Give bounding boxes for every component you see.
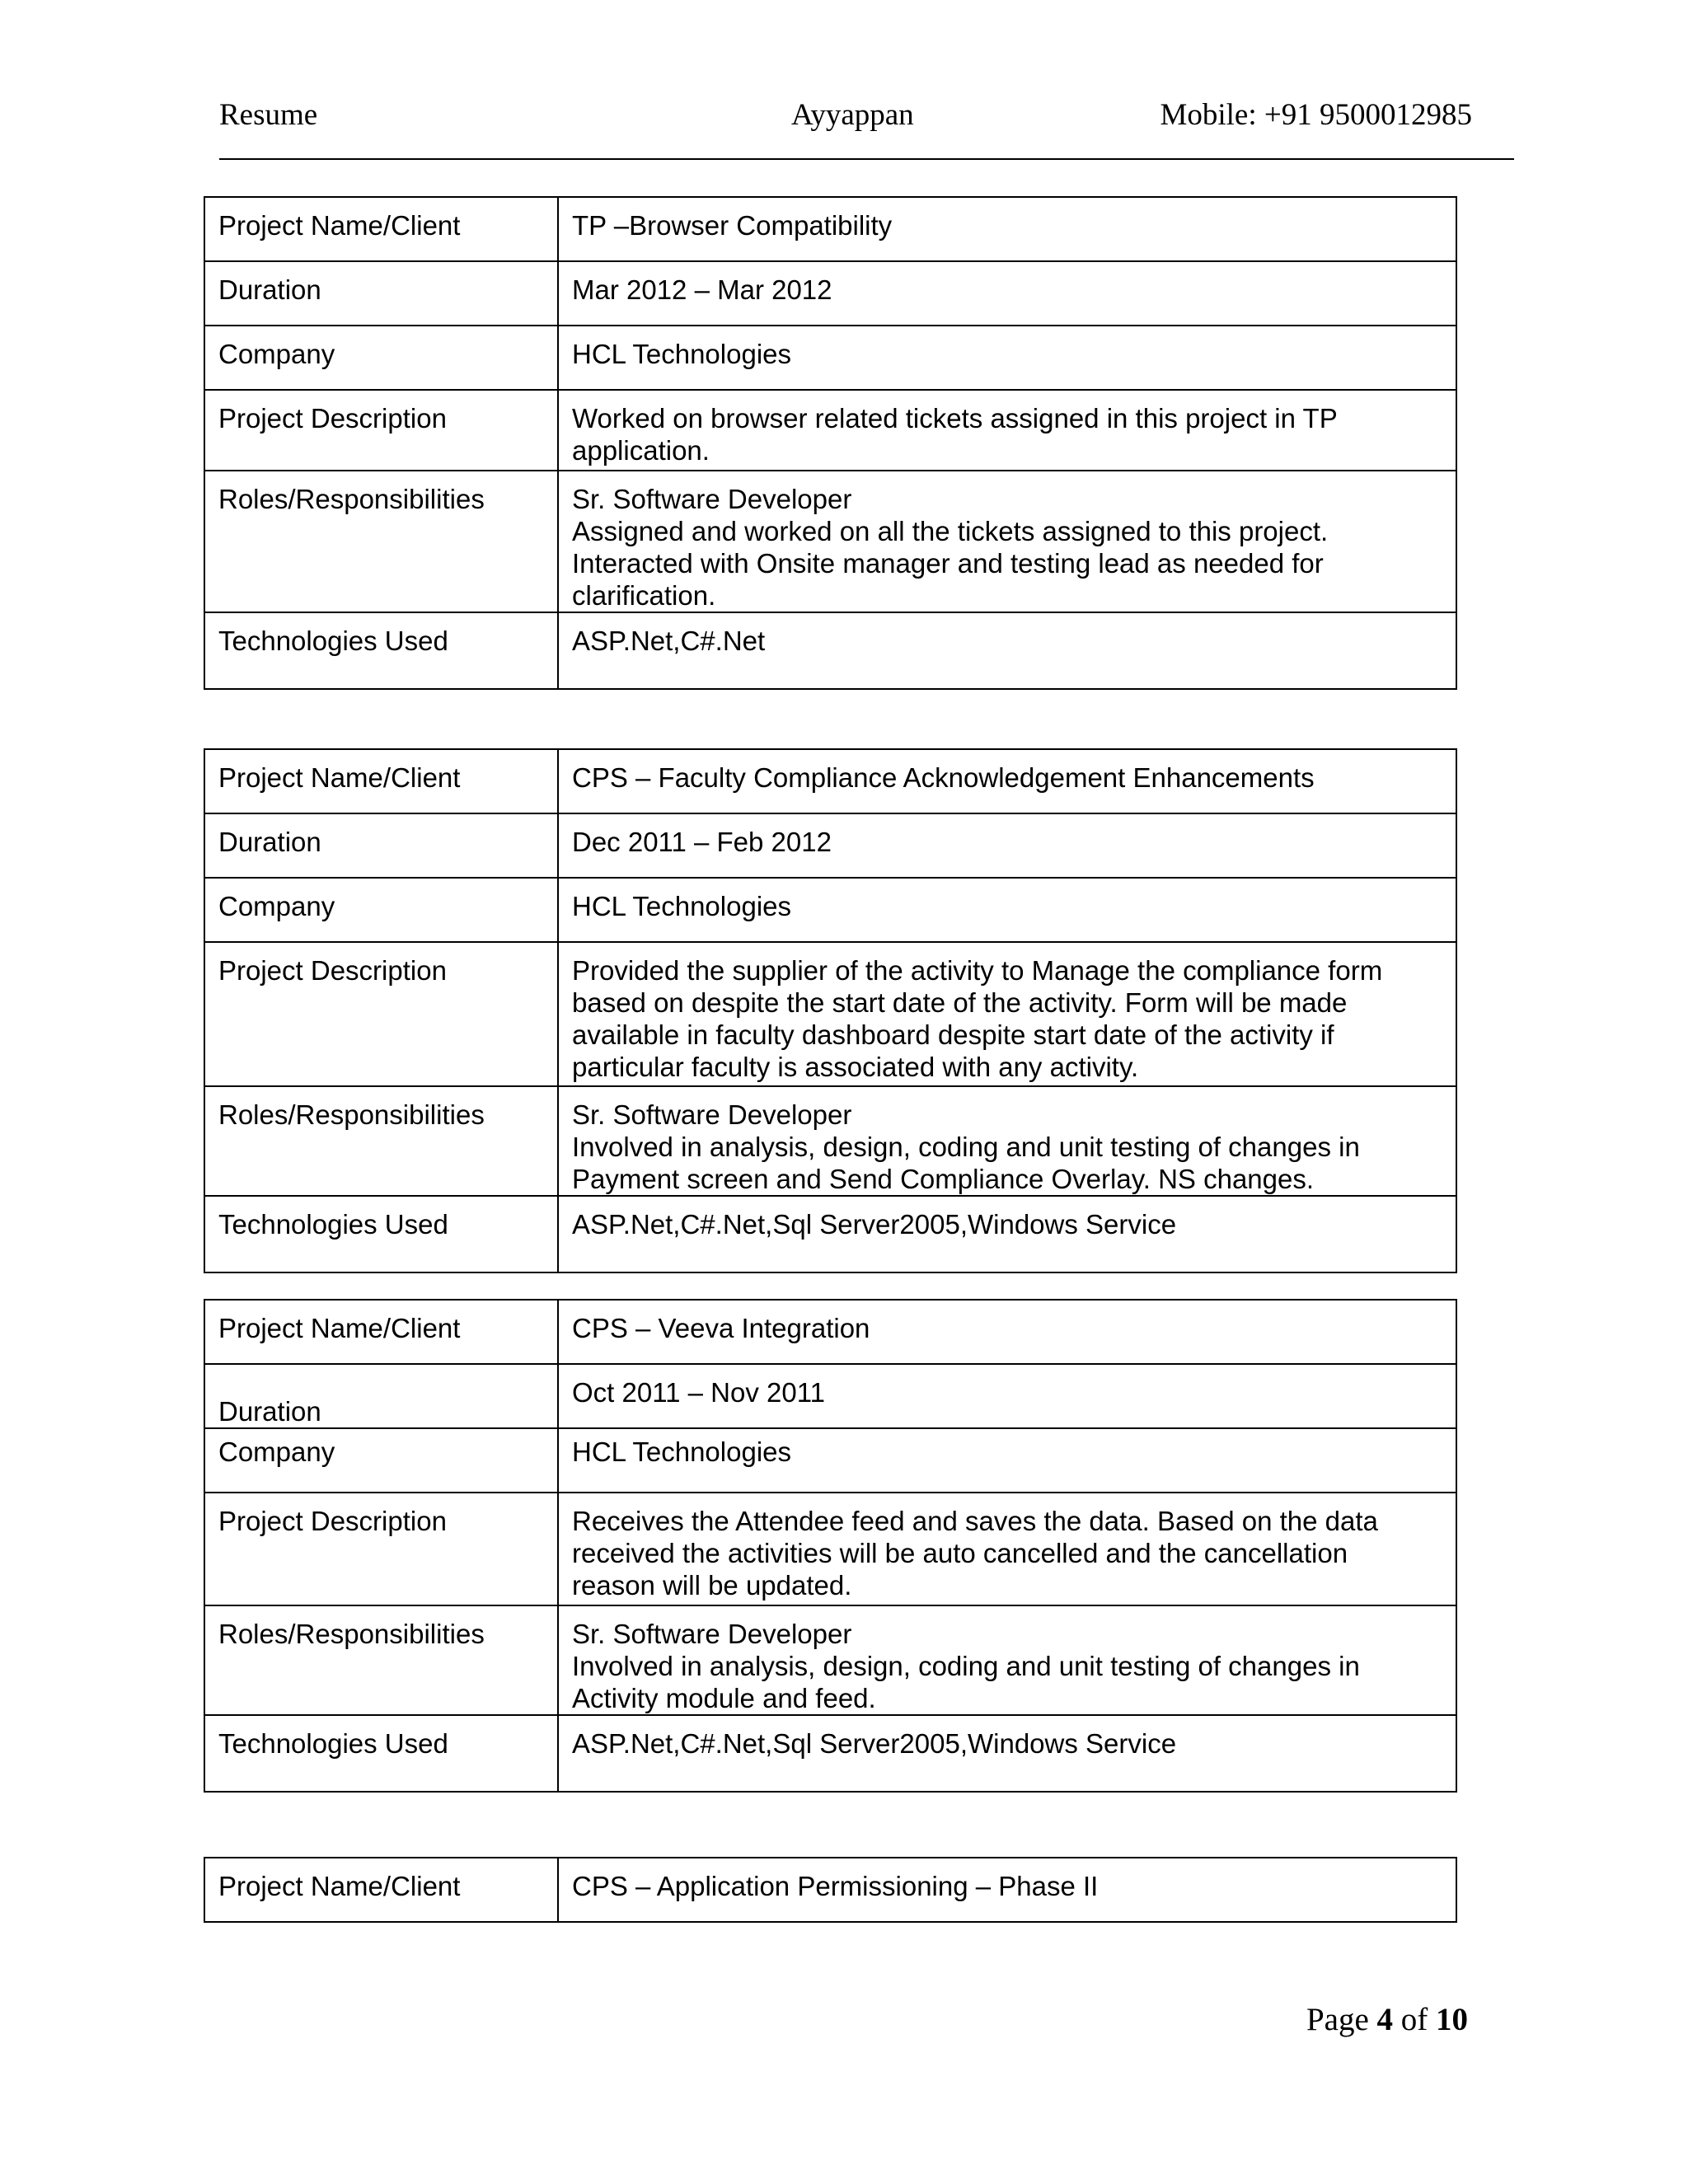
project-name-label: Project Name/Client <box>204 1858 558 1922</box>
project-name-value: TP –Browser Compatibility <box>558 197 1456 261</box>
description-label: Project Description <box>204 942 558 1086</box>
duration-label: Duration <box>204 261 558 326</box>
roles-line: Activity module and feed. <box>572 1683 876 1713</box>
description-value <box>558 390 1456 471</box>
table-row <box>204 813 1456 878</box>
table-row <box>204 390 1456 471</box>
technologies-label: Technologies Used <box>204 1196 558 1272</box>
roles-line: Interacted with Onsite manager and testing lead as needed for <box>572 548 1324 579</box>
table-row <box>204 1364 1456 1428</box>
description-value <box>558 1493 1456 1605</box>
header-mobile-number: Mobile: +91 9500012985 <box>1160 98 1472 132</box>
description-line: application. <box>572 435 710 466</box>
header-person-name: Ayyappan <box>791 98 914 132</box>
page-total-number: 10 <box>1436 2002 1468 2037</box>
technologies-value: ASP.Net,C#.Net,Sql Server2005,Windows Service <box>558 1715 1456 1792</box>
duration-value: Mar 2012 – Mar 2012 <box>558 261 1456 326</box>
description-line: received the activities will be auto cancelled and the cancellation <box>572 1538 1348 1568</box>
duration-label: Duration <box>204 1364 558 1428</box>
table-row <box>204 612 1456 689</box>
company-value: HCL Technologies <box>558 1428 1456 1493</box>
description-line: based on despite the start date of the activity. Form will be made <box>572 987 1348 1018</box>
company-label: Company <box>204 326 558 390</box>
table-row <box>204 471 1456 612</box>
roles-label: Roles/Responsibilities <box>204 471 558 612</box>
roles-line: Involved in analysis, design, coding and unit testing of changes in <box>572 1651 1360 1681</box>
project-name-label: Project Name/Client <box>204 1300 558 1364</box>
roles-line: Sr. Software Developer <box>572 1619 852 1649</box>
description-label: Project Description <box>204 1493 558 1605</box>
table-row <box>204 942 1456 1086</box>
project-name-label: Project Name/Client <box>204 749 558 813</box>
page-footer <box>1306 2001 1468 2038</box>
roles-label: Roles/Responsibilities <box>204 1086 558 1196</box>
page-word: Page <box>1306 2002 1369 2037</box>
technologies-label: Technologies Used <box>204 612 558 689</box>
duration-label: Duration <box>204 813 558 878</box>
project-table-2 <box>204 748 1457 1273</box>
table-row <box>204 326 1456 390</box>
duration-value: Oct 2011 – Nov 2011 <box>558 1364 1456 1428</box>
table-row <box>204 749 1456 813</box>
of-word: of <box>1400 2002 1428 2037</box>
table-row <box>204 1086 1456 1196</box>
roles-line: Sr. Software Developer <box>572 484 852 514</box>
roles-line: Involved in analysis, design, coding and unit testing of changes in <box>572 1132 1360 1162</box>
table-row <box>204 1715 1456 1792</box>
technologies-value: ASP.Net,C#.Net <box>558 612 1456 689</box>
description-line: Receives the Attendee feed and saves the data. Based on the data <box>572 1506 1378 1536</box>
table-row <box>204 878 1456 942</box>
table-row <box>204 1300 1456 1364</box>
roles-value <box>558 471 1456 612</box>
description-line: reason will be updated. <box>572 1570 852 1601</box>
table-row <box>204 1605 1456 1715</box>
roles-label: Roles/Responsibilities <box>204 1605 558 1715</box>
duration-value: Dec 2011 – Feb 2012 <box>558 813 1456 878</box>
table-row <box>204 1493 1456 1605</box>
header-doc-title: Resume <box>219 98 318 132</box>
project-name-value: CPS – Application Permissioning – Phase II <box>558 1858 1456 1922</box>
project-name-value: CPS – Veeva Integration <box>558 1300 1456 1364</box>
table-row <box>204 1858 1456 1922</box>
table-row <box>204 1428 1456 1493</box>
company-label: Company <box>204 1428 558 1493</box>
header-divider <box>219 158 1514 160</box>
project-table-4 <box>204 1857 1457 1923</box>
description-line: Provided the supplier of the activity to Manage the compliance form <box>572 955 1383 986</box>
roles-line: Sr. Software Developer <box>572 1099 852 1130</box>
company-value: HCL Technologies <box>558 878 1456 942</box>
technologies-label: Technologies Used <box>204 1715 558 1792</box>
roles-line: clarification. <box>572 580 716 611</box>
company-value: HCL Technologies <box>558 326 1456 390</box>
description-label: Project Description <box>204 390 558 471</box>
roles-line: Assigned and worked on all the tickets assigned to this project. <box>572 516 1329 546</box>
description-value <box>558 942 1456 1086</box>
description-line: Worked on browser related tickets assigned in this project in TP <box>572 403 1338 434</box>
project-name-label: Project Name/Client <box>204 197 558 261</box>
project-name-value: CPS – Faculty Compliance Acknowledgement Enhancements <box>558 749 1456 813</box>
company-label: Company <box>204 878 558 942</box>
technologies-value: ASP.Net,C#.Net,Sql Server2005,Windows Service <box>558 1196 1456 1272</box>
page-header <box>219 97 1472 147</box>
roles-value <box>558 1605 1456 1715</box>
roles-value <box>558 1086 1456 1196</box>
table-row <box>204 197 1456 261</box>
project-table-1 <box>204 196 1457 690</box>
table-row <box>204 261 1456 326</box>
table-row <box>204 1196 1456 1272</box>
description-line: available in faculty dashboard despite start date of the activity if <box>572 1019 1334 1050</box>
project-table-3 <box>204 1299 1457 1793</box>
description-line: particular faculty is associated with any activity. <box>572 1052 1139 1082</box>
roles-line: Payment screen and Send Compliance Overlay. NS changes. <box>572 1164 1315 1194</box>
page-current-number: 4 <box>1376 2002 1393 2037</box>
